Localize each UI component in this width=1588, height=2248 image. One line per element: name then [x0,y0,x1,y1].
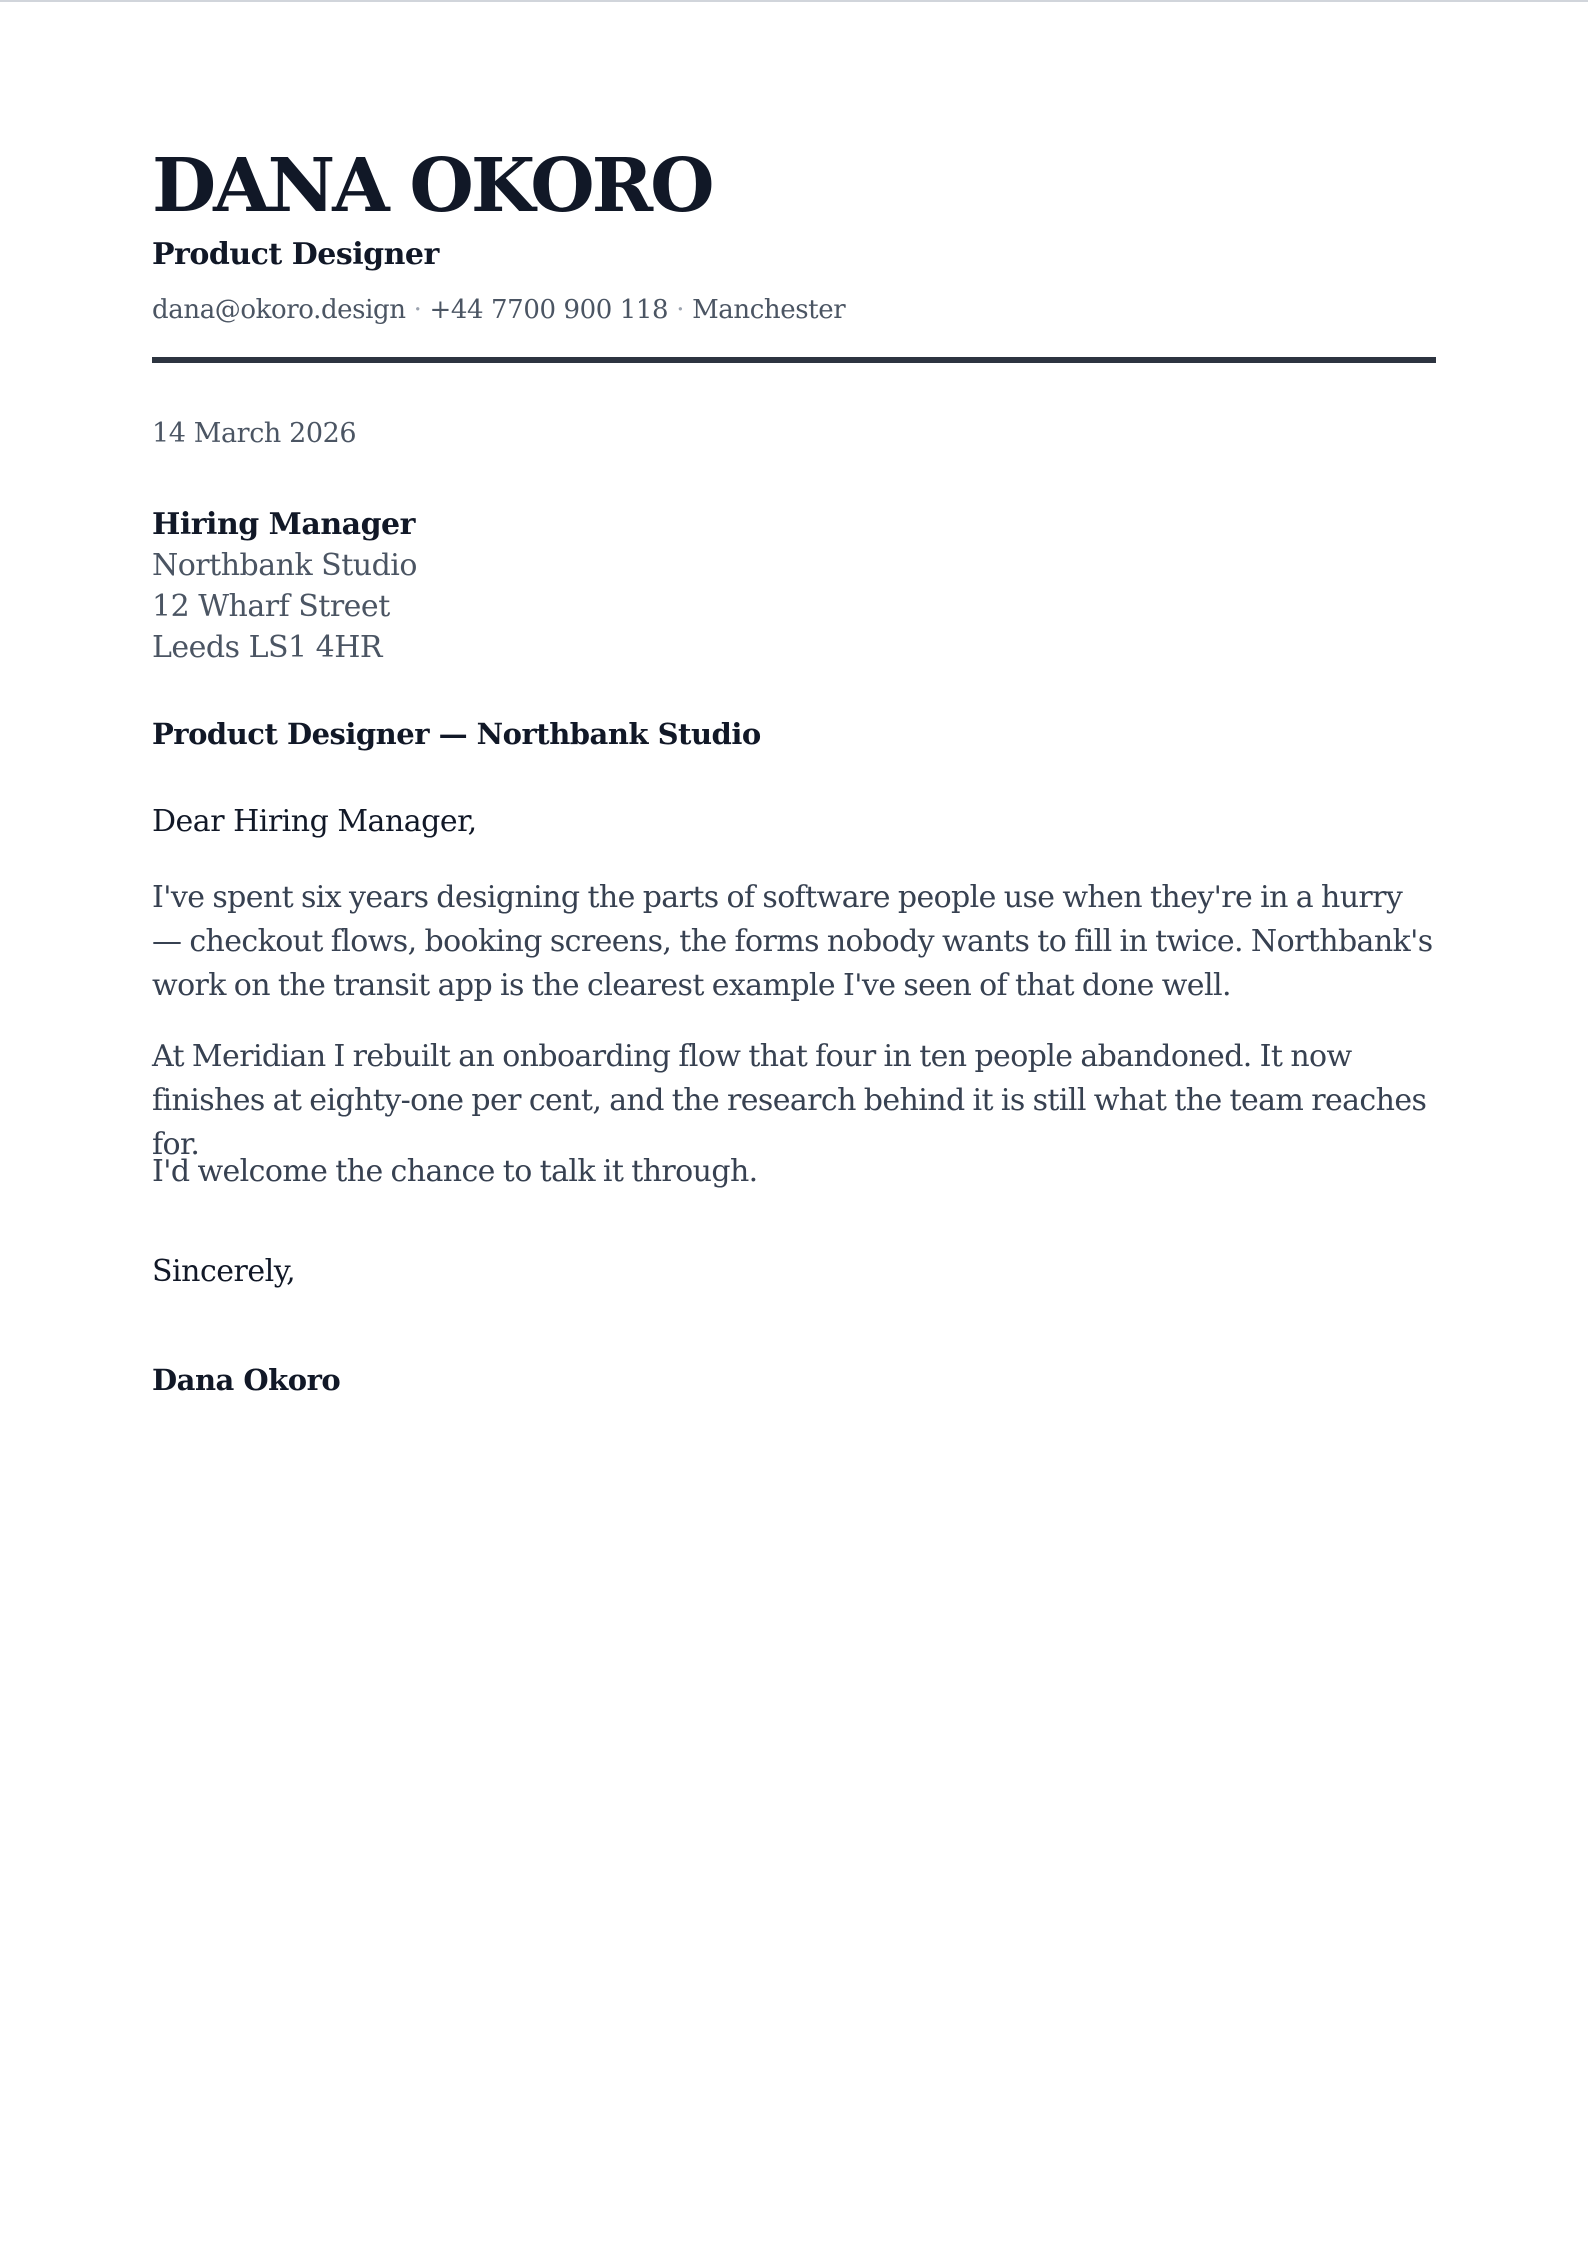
body-paragraph: At Meridian I rebuilt an onboarding flow that four in ten people abandoned. It now finishes at eighty-one per cent, and the research behind it is still what the team reaches for. [152,1039,1427,1162]
recipient-city: Leeds LS1 4HR [152,630,382,665]
recipient-street: 12 Wharf Street [152,589,390,624]
contact-separator: · [676,295,685,325]
page-top-border [0,0,1588,2]
closing: Sincerely, [152,1254,296,1289]
contact-email[interactable]: dana@okoro.design [152,295,406,325]
recipient-address [152,504,417,668]
header-divider [152,357,1436,363]
signature-name: Dana Okoro [152,1363,341,1397]
subject-line: Product Designer — Northbank Studio [152,717,761,751]
contact-separator: · [413,295,422,325]
body-paragraph: I've spent six years designing the parts of software people use when they're in a hurry — checkout flows, booking screens, the forms nobody wants to fill in twice. Northbank's work on the transit app is the clearest example I've seen of that done well. [152,880,1433,1003]
sender-role: Product Designer [152,237,439,272]
recipient-name: Hiring Manager [152,507,415,542]
letter-date: 14 March 2026 [152,418,357,449]
body-paragraph: I'd welcome the chance to talk it through. [152,1154,758,1189]
salutation: Dear Hiring Manager, [152,804,477,839]
recipient-company: Northbank Studio [152,548,417,583]
sender-name: DANA OKORO [152,143,712,229]
contact-line [152,292,845,328]
contact-location: Manchester [692,295,846,325]
contact-phone[interactable]: +44 7700 900 118 [429,295,669,325]
